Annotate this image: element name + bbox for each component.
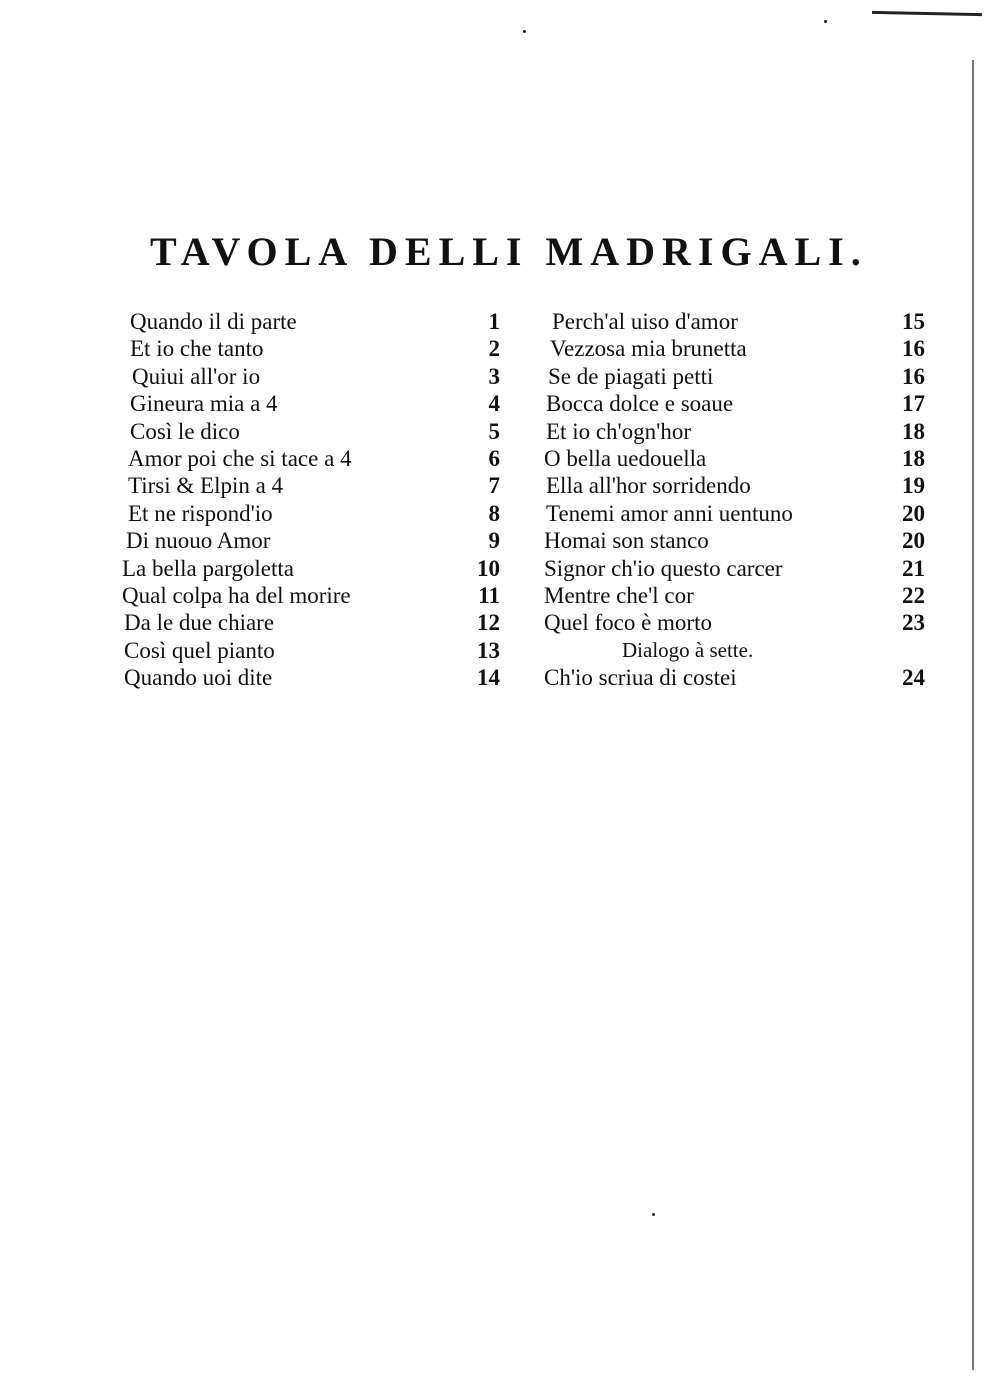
index-entry [120,472,500,499]
index-entry [120,555,500,582]
page-title: TAVOLA DELLI MADRIGALI. [150,229,868,274]
entry-page-number: 2 [488,336,500,362]
index-column-left [120,308,500,691]
entry-title: Se de piagati petti [548,363,714,389]
index-entry [120,390,500,417]
entry-title: Et io che tanto [130,336,264,362]
entry-title: Gineura mia a 4 [130,391,278,417]
entry-title: Ella all'hor sorridendo [546,473,751,499]
entry-title: Mentre che'l cor [544,582,694,608]
entry-title: Amor poi che si tace a 4 [128,445,352,471]
entry-title: Et ne rispond'io [128,500,273,526]
entry-title: Homai son stanco [544,528,709,554]
index-entry [540,555,925,582]
page-edge-line [972,60,974,1370]
entry-page-number: 8 [488,500,500,526]
entry-title: Tenemi amor anni uentuno [546,500,793,526]
entry-page-number: 14 [477,665,500,691]
index-entry [540,527,925,554]
entry-page-number: 9 [488,528,500,554]
entry-title: Tirsi & Elpin a 4 [128,473,284,499]
index-entry [540,445,925,472]
entry-page-number: 22 [902,582,925,608]
dialogo-heading: Dialogo à sette. [622,637,754,662]
index-entry [540,418,925,445]
entry-page-number: 3 [488,363,500,389]
index-entry [120,609,500,636]
entry-title: Così le dico [130,418,240,444]
entry-title: Bocca dolce e soaue [546,391,734,417]
entry-title: Da le due chiare [124,610,275,636]
index-entry [120,527,500,554]
index-entry [540,390,925,417]
index-entry [540,363,925,390]
entry-page-number: 18 [902,445,925,471]
entry-page-number: 17 [902,391,925,417]
entry-title: Perch'al uiso d'amor [552,309,738,334]
entry-title: Vezzosa mia brunetta [550,336,747,362]
printed-rule [872,11,982,16]
entry-page-number: 11 [478,582,500,608]
entry-page-number: 23 [902,610,925,636]
index-entry [120,500,500,527]
entry-title: Ch'io scriua di costei [544,665,737,691]
index-entry [540,472,925,499]
index-entry [120,445,500,472]
entry-title: La bella pargoletta [122,555,294,581]
entry-page-number: 7 [488,473,500,499]
ink-speck [824,20,827,23]
entry-page-number: 6 [488,445,500,471]
index-entry [120,637,500,664]
entry-title: Così quel pianto [124,637,275,663]
index-entry [120,582,500,609]
index-entry [120,363,500,390]
entry-title: Quando il di parte [130,309,297,334]
entry-page-number: 20 [902,500,925,526]
entry-page-number: 10 [477,555,500,581]
entry-page-number: 12 [477,610,500,636]
index-entry [120,335,500,362]
index-entry [120,308,500,335]
entry-page-number: 13 [477,637,500,663]
entry-page-number: 21 [902,555,925,581]
entry-page-number: 4 [488,391,500,417]
entry-title: O bella uedouella [544,445,707,471]
entry-page-number: 20 [902,528,925,554]
entry-page-number: 18 [902,418,925,444]
index-subheading [540,637,925,664]
index-entry [540,335,925,362]
index-entry [120,664,500,691]
index-entry [120,418,500,445]
entry-page-number: 16 [902,363,925,389]
entry-title: Quiui all'or io [132,363,261,389]
entry-page-number: 16 [902,336,925,362]
entry-page-number: 1 [488,309,500,334]
entry-page-number: 19 [902,473,925,499]
entry-title: Qual colpa ha del morire [122,582,351,608]
entry-page-number: 15 [902,309,925,334]
entry-title: Et io ch'ogn'hor [546,418,691,444]
entry-title: Quando uoi dite [124,665,273,691]
entry-page-number: 5 [488,418,500,444]
index-entry [540,500,925,527]
entry-title: Signor ch'io questo carcer [544,555,783,581]
index-entry [540,582,925,609]
entry-page-number: 24 [902,665,925,691]
index-entry [540,609,925,636]
index-column-right [540,308,925,691]
index-entry [540,664,925,691]
entry-title: Quel foco è morto [544,610,712,636]
entry-title: Di nuouo Amor [126,528,271,554]
index-entry [540,308,925,335]
ink-speck [652,1213,655,1216]
ink-speck [523,30,526,33]
